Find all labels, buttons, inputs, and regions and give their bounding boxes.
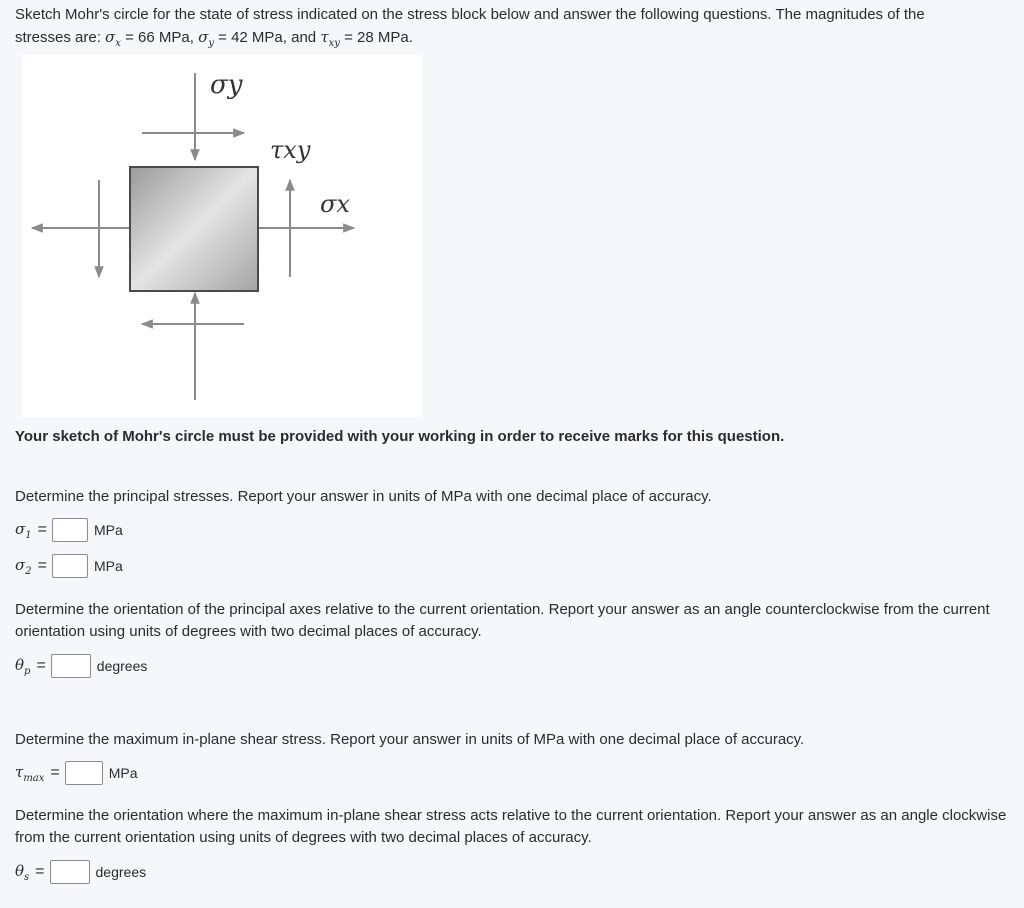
theta-p-symbol: $\theta_p$	[15, 655, 31, 677]
theta-p-unit: degrees	[96, 658, 148, 674]
sigma-y-value: = 42 MPa, and	[218, 29, 317, 46]
stress-block-diagram	[22, 55, 422, 417]
theta-s-unit: degrees	[95, 864, 147, 880]
intro-prefix: stresses are:	[15, 29, 101, 46]
sigma-y-symbol: $\sigma_y$	[198, 28, 214, 49]
sigma1-symbol: $\sigma_1$	[15, 519, 32, 541]
tau-max-input[interactable]	[65, 761, 103, 785]
theta-s-answer-row	[15, 858, 146, 886]
label-sigma-x: σx	[320, 190, 350, 218]
equals-sign: =	[37, 521, 47, 538]
q4-text: Determine the orientation where the maximum in-plane shear stress acts relative to the current orientation. Report your answer as an angle clockwise from the current orientation using units of degrees with two decimal places of accuracy.	[15, 807, 1007, 846]
label-tau-xy: τxy	[270, 136, 311, 164]
stress-element-block	[130, 167, 258, 291]
sigma2-input[interactable]	[52, 554, 88, 578]
tau-max-answer-row	[15, 759, 138, 787]
theta-p-input[interactable]	[51, 654, 91, 678]
theta-s-input[interactable]	[50, 860, 90, 884]
equals-sign: =	[36, 657, 46, 674]
sigma2-symbol: $\sigma_2$	[15, 555, 32, 577]
sigma2-answer-row	[15, 552, 123, 580]
stress-block-figure	[22, 55, 422, 417]
sigma1-unit: MPa	[93, 522, 123, 538]
q2-text: Determine the orientation of the principal axes relative to the current orientation. Report your answer as an angle counterclockwise from the current orientation using units of degrees with two decimal places of accuracy.	[15, 601, 990, 640]
intro-line-2	[15, 26, 1010, 55]
q1-text: Determine the principal stresses. Report your answer in units of MPa with one decimal place of accuracy.	[15, 488, 712, 505]
equals-sign: =	[35, 863, 45, 880]
intro-text	[15, 4, 1010, 55]
equals-sign: =	[50, 764, 60, 781]
sigma2-unit: MPa	[93, 558, 123, 574]
q3-text: Determine the maximum in-plane shear stress. Report your answer in units of MPa with one decimal place of accuracy.	[15, 731, 805, 748]
tau-max-unit: MPa	[108, 765, 138, 781]
sigma-x-symbol: $\sigma_x$	[105, 28, 121, 49]
sigma1-input[interactable]	[52, 518, 88, 542]
intro-line-1: Sketch Mohr's circle for the state of stress indicated on the stress block below and answer the following questions. The magnitudes of the	[15, 6, 925, 23]
sigma-x-value: = 66 MPa,	[125, 29, 194, 46]
equals-sign: =	[37, 557, 47, 574]
tau-xy-symbol: $\tau_{xy}$	[320, 28, 340, 49]
sigma1-answer-row	[15, 516, 123, 544]
label-sigma-y: σy	[210, 70, 243, 100]
sketch-notice: Your sketch of Mohr's circle must be provided with your working in order to receive marks for this question.	[15, 428, 785, 445]
theta-s-symbol: $\theta_s$	[15, 861, 30, 883]
tau-xy-value: = 28 MPa.	[344, 29, 413, 46]
tau-max-symbol: $\tau_{max}$	[15, 762, 45, 784]
theta-p-answer-row	[15, 652, 147, 680]
